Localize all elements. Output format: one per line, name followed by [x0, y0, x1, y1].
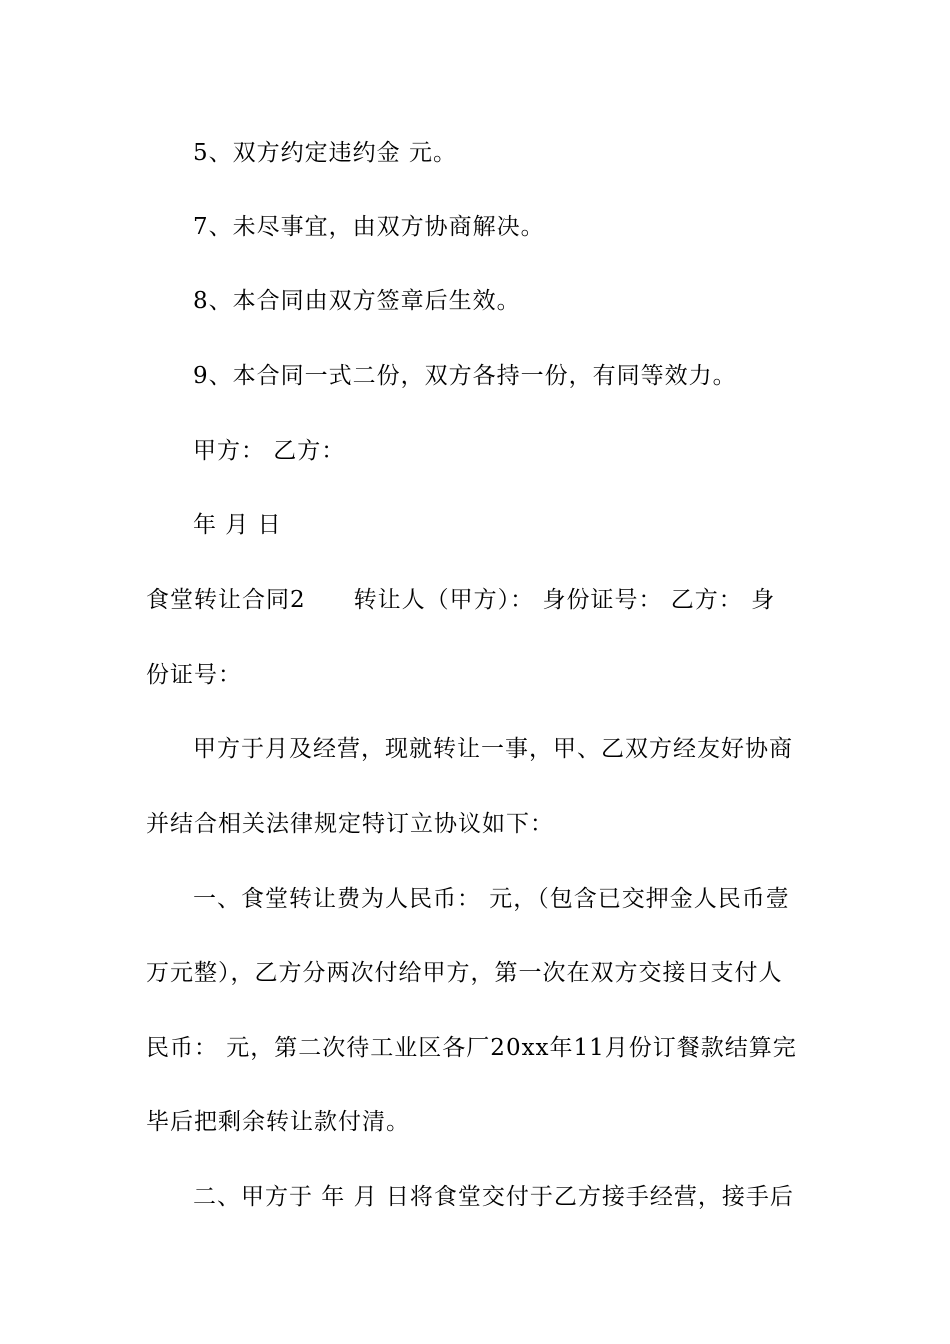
clause-8: 8、本合同由双方签章后生效。 [193, 288, 521, 314]
paragraph-line: 份证号： [146, 662, 242, 688]
clause-5: 5、双方约定违约金 元。 [193, 140, 457, 166]
article-1-line: 民币： 元，第二次待工业区各厂20xx年11月份订餐款结算完 [146, 1035, 797, 1061]
article-1-line: 一、食堂转让费为人民币： 元，（包含已交押金人民币壹 [193, 886, 790, 912]
paragraph-line: 甲方于月及经营，现就转让一事，甲、乙双方经友好协商 [193, 736, 793, 762]
clause-7: 7、未尽事宜，由双方协商解决。 [193, 214, 545, 240]
paragraph-line: 并结合相关法律规定特订立协议如下： [146, 811, 554, 837]
clause-9: 9、本合同一式二份，双方各持一份，有同等效力。 [193, 363, 737, 389]
article-1-line: 毕后把剩余转让款付清。 [146, 1109, 410, 1135]
article-1-line: 万元整），乙方分两次付给甲方，第一次在双方交接日支付人 [146, 960, 783, 986]
contract-2-heading: 食堂转让合同2 转让人（甲方）： 身份证号： 乙方： 身 [146, 587, 776, 613]
article-2-line: 二、甲方于 年 月 日将食堂交付于乙方接手经营，接手后 [193, 1184, 794, 1210]
signature-parties: 甲方： 乙方： [193, 438, 346, 464]
signature-date: 年 月 日 [193, 512, 282, 538]
